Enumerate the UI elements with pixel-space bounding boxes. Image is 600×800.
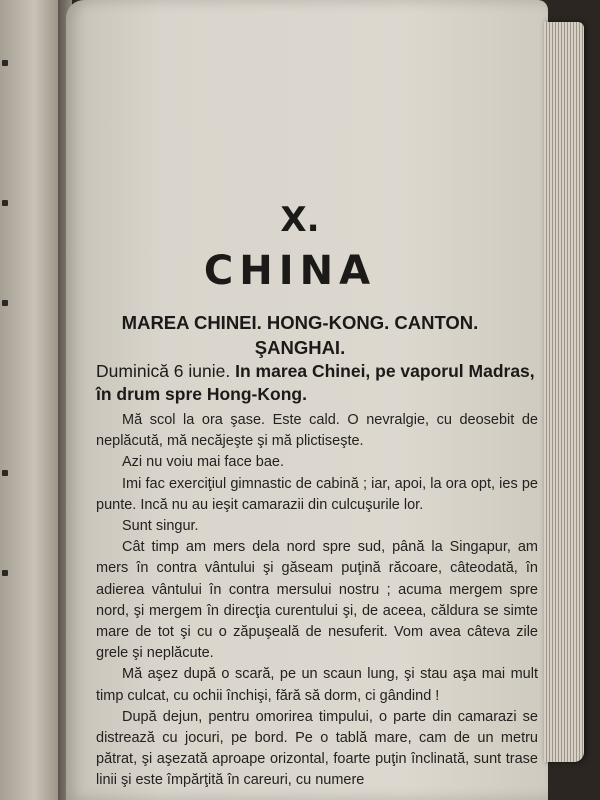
ink-mark	[2, 470, 8, 476]
chapter-title: CHINA	[203, 248, 377, 294]
paragraph: Cât timp am mers dela nord spre sud, până la Singapur, am mers în contra vântului şi găseam puţină răcoare, câteodată, în adierea vântului în contra mersului nostru ; acuma mergem spre nord, şi mergem în direcţia curentului şi, de aceea, căldura se simte mare de tot şi cu o zăpuşeală de nesuferit. Vom avea câteva zile grele şi neplăcute.	[96, 539, 538, 662]
ink-mark	[2, 60, 8, 66]
body-text	[96, 410, 538, 792]
paragraph: Mă scol la ora şase. Este cald. O nevralgie, cu deosebit de neplăcută, mă necăjeşte şi mă plictiseşte.	[96, 412, 538, 450]
chapter-number: X.	[280, 200, 320, 240]
ink-mark	[2, 570, 8, 576]
left-page-edge	[0, 0, 59, 800]
entry-date: Duminică 6 iunie.	[96, 361, 231, 381]
paragraph: Azi nu voiu mai face bae.	[122, 454, 285, 471]
paragraph: Mă aşez după o scară, pe un scaun lung, şi stau aşa mai mult timp culcat, cu ochii închişi, fără să dorm, ci gândind !	[96, 666, 538, 704]
subtitle-line: ŞANGHAI.	[254, 337, 346, 358]
page-stack-edges	[544, 22, 584, 762]
ink-mark	[2, 300, 8, 306]
paragraph: Imi fac exerciţiul gimnastic de cabină ; iar, apoi, la ora opt, ies pe punte. Incă nu au ieşit camarazii din culcuşurile lor.	[96, 475, 538, 513]
paragraph: Sunt singur.	[122, 518, 199, 535]
chapter-subtitle	[80, 310, 520, 360]
paragraph: După dejun, pentru omorirea timpului, o parte din camarazi se distrează cu jocuri, pe bord. Pe o tablă mare, cam de un metru pătrat, şi aşezată aproape orizontal, foarte puţin înclinată, sunt trase linii şi este împărţită în careuri, cu numere	[96, 708, 538, 789]
diary-entry-heading	[96, 360, 536, 406]
entry-location: In marea Chinei, pe vaporul Madras, în drum spre Hong-Kong.	[96, 361, 535, 404]
subtitle-line: MAREA CHINEI. HONG-KONG. CANTON.	[121, 312, 479, 333]
